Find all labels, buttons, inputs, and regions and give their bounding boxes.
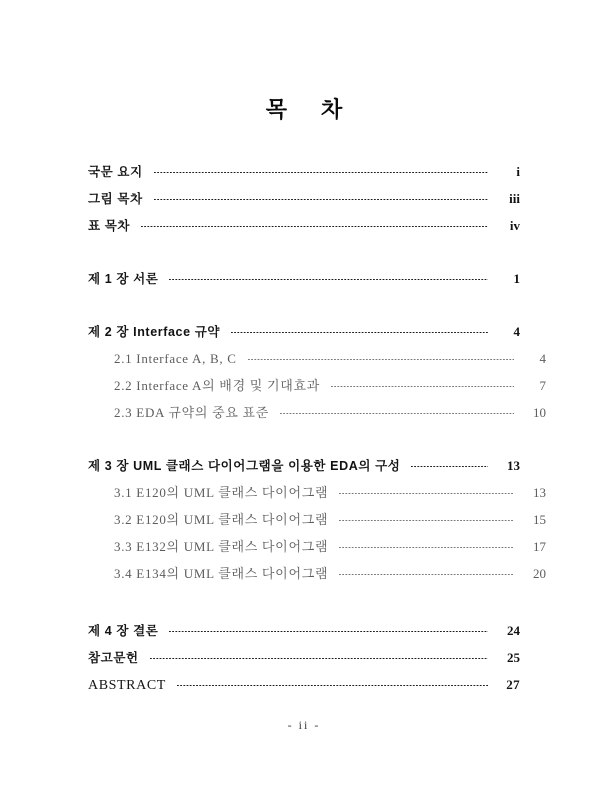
toc-entry[interactable] bbox=[88, 617, 520, 644]
toc-entry-page-number: 15 bbox=[533, 512, 546, 527]
toc-entry[interactable] bbox=[88, 212, 520, 239]
toc-entry-label: 3.3 E132의 UML 클래스 다이어그램 bbox=[114, 539, 329, 554]
toc-entry-label: 제 2 장 Interface 규약 bbox=[88, 325, 221, 339]
section-spacer bbox=[88, 292, 520, 318]
dot-leader bbox=[231, 332, 488, 333]
toc-entry-label: 제 4 장 결론 bbox=[88, 624, 159, 638]
dot-leader bbox=[248, 359, 514, 360]
toc-entry-label: 2.2 Interface A의 배경 및 기대효과 bbox=[114, 378, 321, 393]
dot-leader bbox=[339, 493, 514, 494]
dot-leader bbox=[177, 685, 488, 686]
toc-entry-page-number: 13 bbox=[507, 458, 520, 473]
toc-entry-label: 제 3 장 UML 클래스 다이어그램을 이용한 EDA의 구성 bbox=[88, 459, 401, 473]
toc-entry-page-number: 13 bbox=[533, 485, 546, 500]
dot-leader bbox=[339, 547, 514, 548]
dot-leader bbox=[154, 172, 488, 173]
toc-entry-page-number: i bbox=[516, 164, 520, 179]
toc-entry[interactable] bbox=[88, 372, 546, 399]
dot-leader bbox=[331, 386, 514, 387]
dot-leader bbox=[154, 199, 488, 200]
section-spacer bbox=[88, 239, 520, 265]
toc-entry-label: 3.4 E134의 UML 클래스 다이어그램 bbox=[114, 566, 329, 581]
section-spacer bbox=[88, 426, 520, 452]
toc-entry-page-number: 17 bbox=[533, 539, 546, 554]
toc-entry[interactable] bbox=[88, 452, 520, 479]
toc-entry-label: 제 1 장 서론 bbox=[88, 272, 159, 286]
toc-entry-page-number: 7 bbox=[539, 378, 546, 393]
toc-entry[interactable] bbox=[88, 185, 520, 212]
dot-leader bbox=[411, 466, 488, 467]
toc-entry-page-number: 10 bbox=[533, 405, 546, 420]
toc-entry-page-number: 27 bbox=[506, 677, 520, 692]
toc-entry-page-number: iv bbox=[509, 218, 520, 233]
section-spacer bbox=[88, 587, 520, 617]
toc-entry[interactable] bbox=[88, 318, 520, 345]
toc-entry[interactable] bbox=[88, 506, 546, 533]
toc-entry-label: 그림 목차 bbox=[88, 192, 143, 206]
toc-entry-page-number: iii bbox=[509, 191, 520, 206]
toc-entry-label: 표 목차 bbox=[88, 219, 131, 233]
toc-entry-page-number: 4 bbox=[513, 324, 520, 339]
table-of-contents-list bbox=[88, 158, 546, 698]
toc-entry-label: 국문 요지 bbox=[88, 165, 143, 179]
toc-entry-label: 참고문헌 bbox=[88, 651, 139, 665]
dot-leader bbox=[169, 631, 488, 632]
dot-leader bbox=[339, 520, 514, 521]
toc-entry-label: 2.1 Interface A, B, C bbox=[114, 351, 237, 366]
page-title: 목 차 bbox=[265, 97, 357, 122]
dot-leader bbox=[169, 279, 488, 280]
toc-entry[interactable] bbox=[88, 533, 546, 560]
toc-entry[interactable] bbox=[88, 265, 520, 292]
toc-entry[interactable] bbox=[88, 345, 546, 372]
toc-entry-label: ABSTRACT bbox=[88, 678, 166, 693]
toc-entry[interactable] bbox=[88, 479, 546, 506]
dot-leader bbox=[141, 226, 488, 227]
toc-entry-page-number: 25 bbox=[507, 650, 520, 665]
toc-entry[interactable] bbox=[88, 158, 520, 185]
dot-leader bbox=[280, 413, 514, 414]
dot-leader bbox=[339, 574, 514, 575]
toc-entry[interactable] bbox=[88, 644, 520, 671]
page-number-footer: - ii - bbox=[287, 718, 321, 732]
toc-entry-page-number: 20 bbox=[533, 566, 546, 581]
dot-leader bbox=[150, 658, 488, 659]
toc-entry-page-number: 24 bbox=[507, 623, 520, 638]
toc-entry-page-number: 4 bbox=[539, 351, 546, 366]
toc-entry[interactable] bbox=[88, 560, 546, 587]
toc-entry[interactable] bbox=[88, 671, 520, 698]
toc-entry[interactable] bbox=[88, 399, 546, 426]
toc-entry-label: 3.1 E120의 UML 클래스 다이어그램 bbox=[114, 485, 329, 500]
toc-entry-label: 2.3 EDA 규약의 중요 표준 bbox=[114, 405, 270, 420]
toc-entry-page-number: 1 bbox=[513, 271, 520, 286]
toc-entry-label: 3.2 E120의 UML 클래스 다이어그램 bbox=[114, 512, 329, 527]
